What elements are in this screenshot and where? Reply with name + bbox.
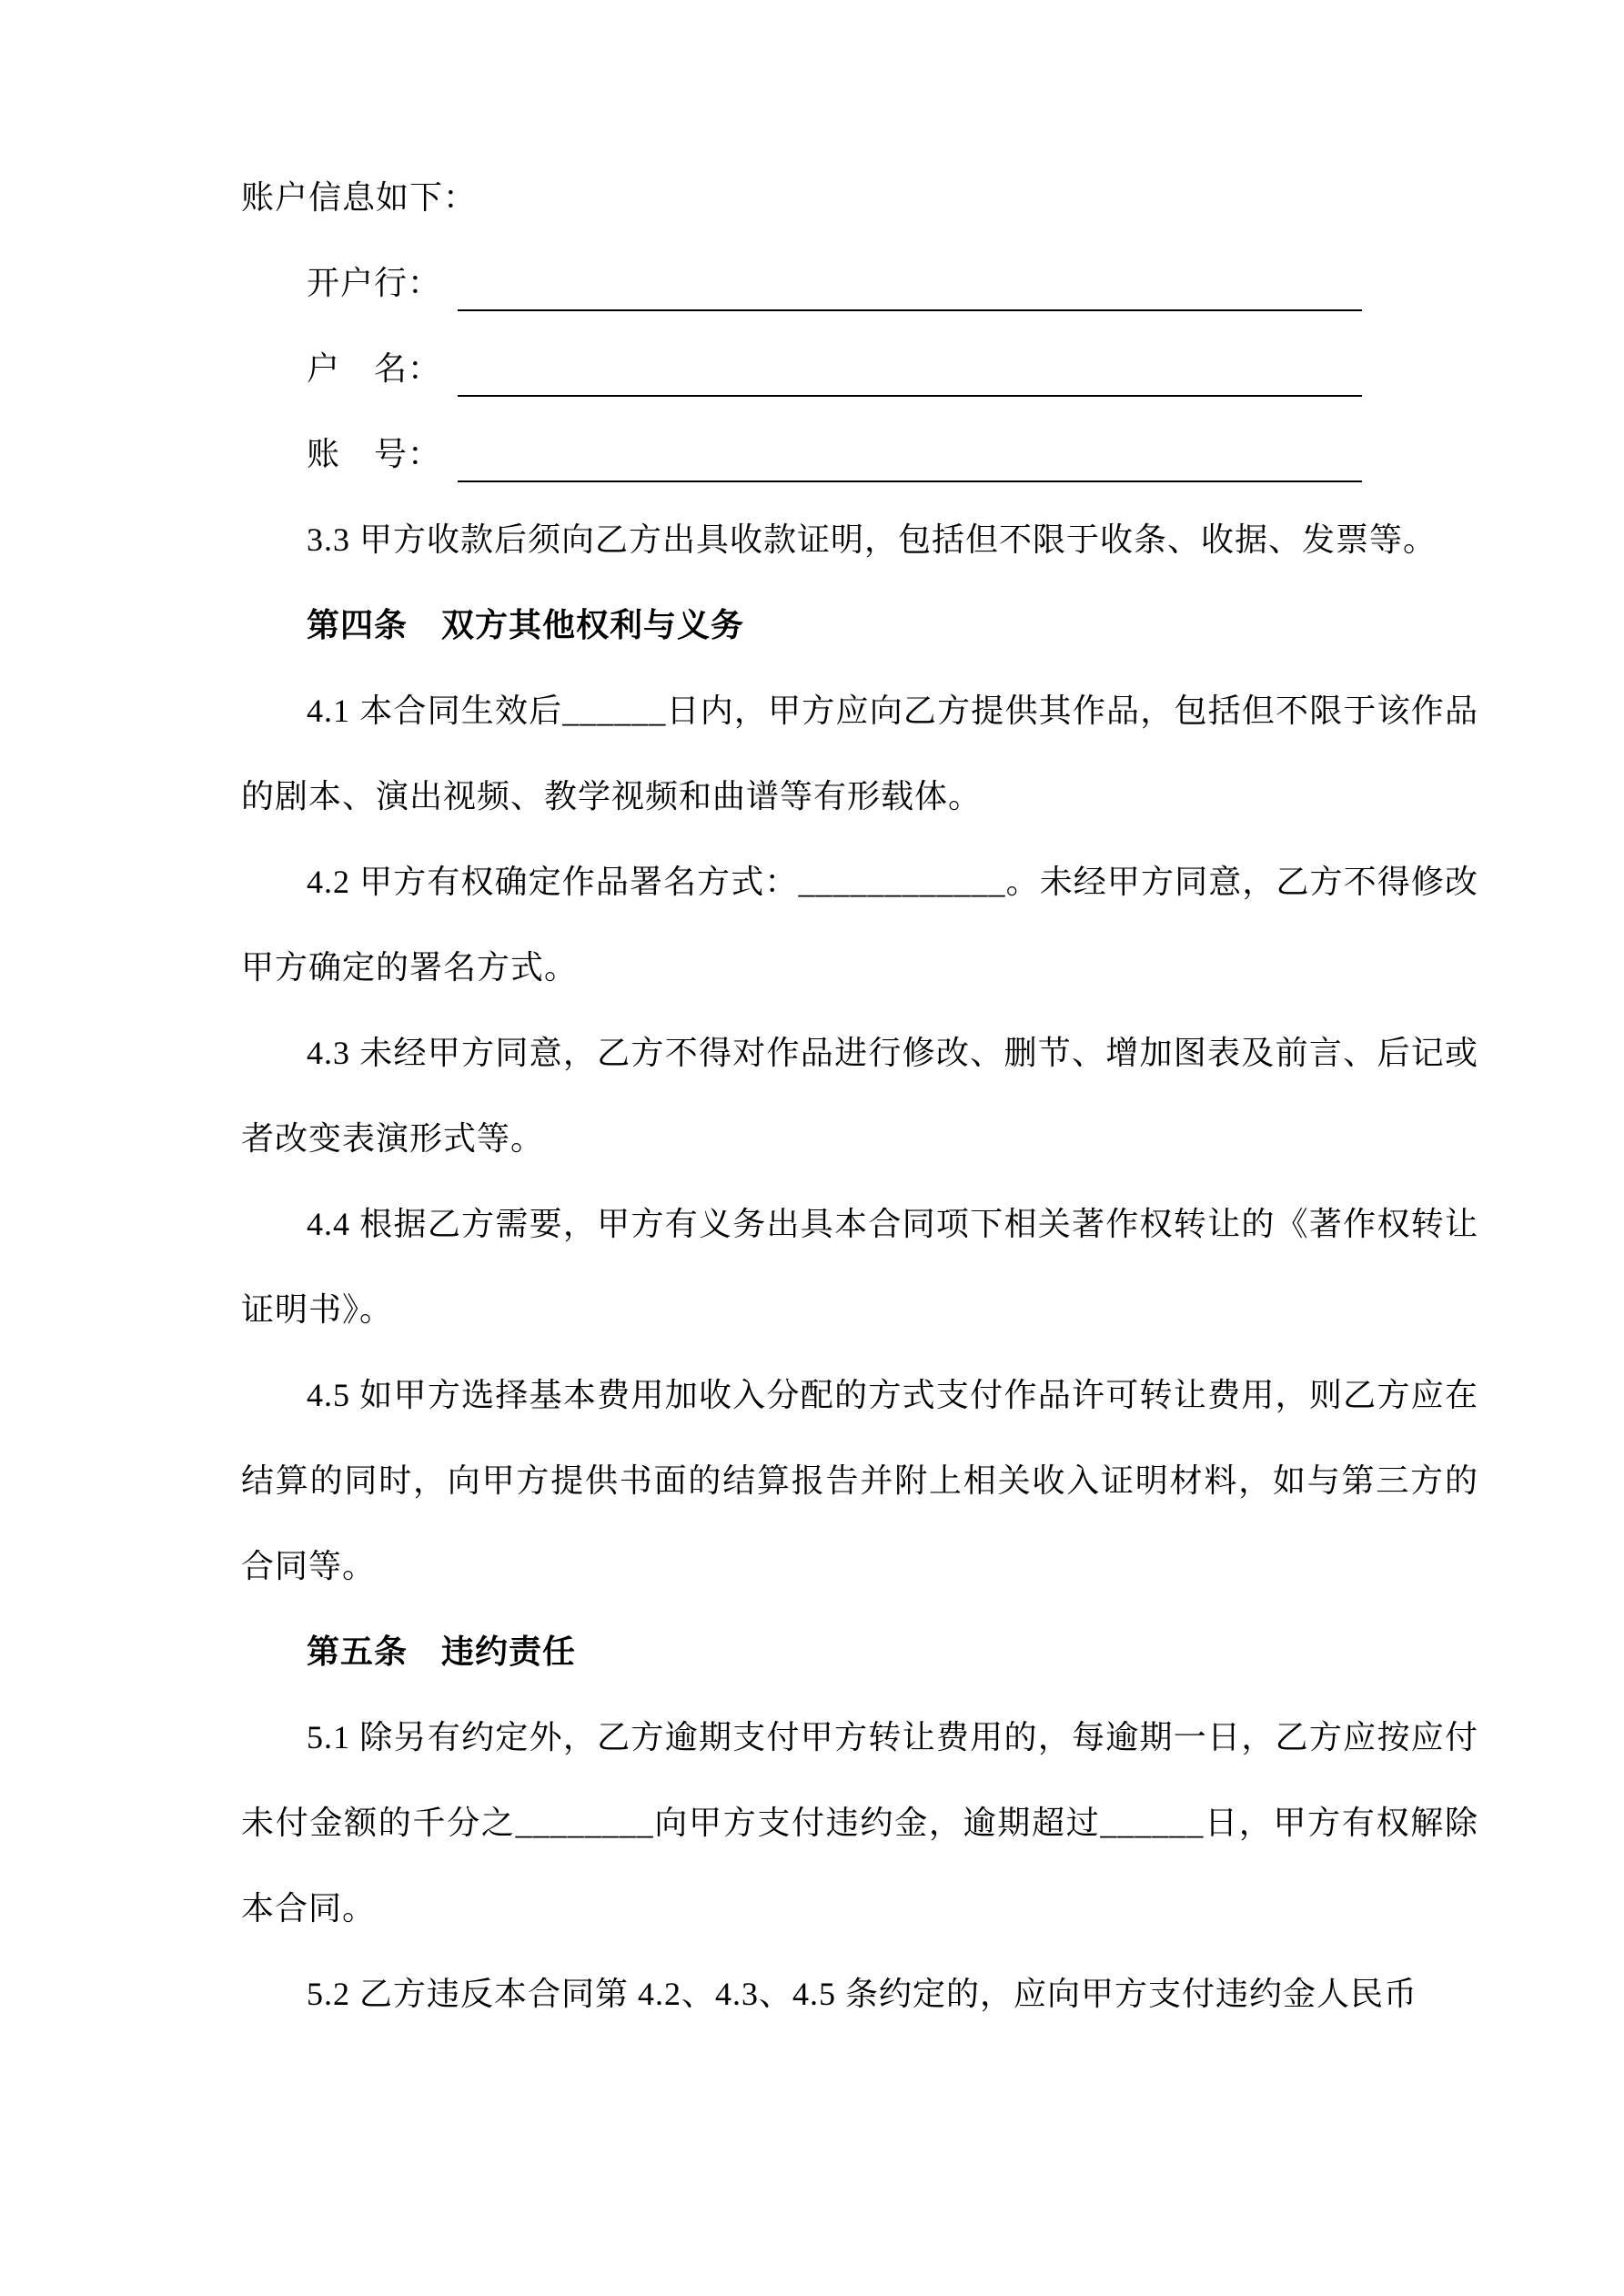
blank-underline: [458, 240, 1362, 326]
clause-4-1: 4.1 本合同生效后______日内，甲方应向乙方提供其作品，包括但不限于该作品的剧本、演出视频、教学视频和曲谱等有形载体。: [241, 693, 1478, 814]
clause-3-3: 3.3 甲方收款后须向乙方出具收款证明，包括但不限于收条、收据、发票等。: [307, 521, 1437, 558]
blank-underline: [458, 326, 1362, 411]
clause-4-3: 4.3 未经甲方同意，乙方不得对作品进行修改、删节、增加图表及前言、后记或者改变表演形式等。: [241, 1035, 1478, 1157]
clause-5-2: 5.2 乙方违反本合同第 4.2、4.3、4.5 条约定的，应向甲方支付违约金人民币: [307, 1976, 1418, 2012]
section-heading-article-5: 第五条 违约责任: [307, 1633, 577, 1670]
field-label-account-number: 账 号：: [307, 436, 442, 472]
clause-4-2: 4.2 甲方有权确定作品署名方式：____________。未经甲方同意，乙方不得修改甲方确定的署名方式。: [241, 864, 1478, 986]
clause-5-1: 5.1 除另有约定外，乙方逾期支付甲方转让费用的，每逾期一日，乙方应按应付未付金额的千分之________向甲方支付违约金，逾期超过______日，甲方有权解除本合同。: [241, 1719, 1478, 1927]
section-heading-article-4: 第四条 双方其他权利与义务: [307, 607, 745, 643]
field-row-bank-name: [307, 240, 1362, 326]
blank-underline: [458, 411, 1362, 497]
field-label-account-holder: 户 名：: [307, 350, 442, 387]
field-row-account-holder: [307, 326, 1362, 411]
field-label-bank-name: 开户行：: [307, 265, 442, 301]
field-row-account-number: [307, 411, 1362, 497]
clause-4-4: 4.4 根据乙方需要，甲方有义务出具本合同项下相关著作权转让的《著作权转让证明书》。: [241, 1206, 1478, 1328]
paragraph-account-info-intro: 账户信息如下：: [241, 179, 478, 216]
clause-4-5: 4.5 如甲方选择基本费用加收入分配的方式支付作品许可转让费用，则乙方应在结算的同时，向甲方提供书面的结算报告并附上相关收入证明材料，如与第三方的合同等。: [241, 1377, 1478, 1584]
